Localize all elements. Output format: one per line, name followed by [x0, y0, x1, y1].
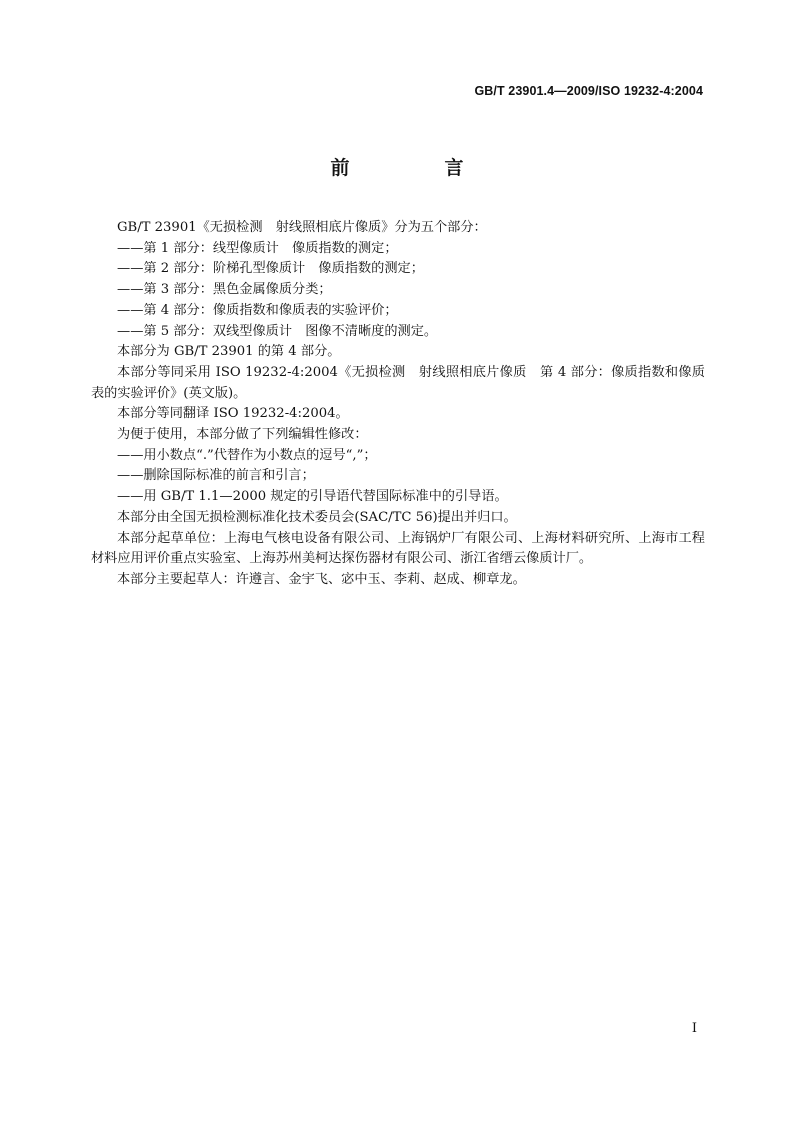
- list-item-edit-2: ——删除国际标准的前言和引言；: [117, 468, 315, 484]
- list-item-edit-1: ——用小数点“.”代替作为小数点的逗号“,”；: [117, 447, 377, 463]
- list-item-part-5: ——第 5 部分：双线型像质计 图像不清晰度的测定。: [117, 323, 438, 339]
- standard-code-header: GB/T 23901.4—2009/ISO 19232-4:2004: [474, 84, 703, 98]
- foreword-body: [91, 218, 705, 591]
- paragraph-part-statement: 本部分为 GB/T 23901 的第 4 部分。: [117, 344, 341, 360]
- paragraph-drafters: 本部分主要起草人：许遵言、金宇飞、宓中玉、李莉、赵成、柳章龙。: [117, 571, 526, 587]
- list-item-part-1: ——第 1 部分：线型像质计 像质指数的测定；: [117, 240, 398, 256]
- list-item-part-2: ——第 2 部分：阶梯孔型像质计 像质指数的测定；: [117, 261, 424, 277]
- page-number: I: [691, 1021, 697, 1036]
- paragraph-translation: 本部分等同翻译 ISO 19232-4:2004。: [117, 406, 349, 422]
- paragraph-adoption: 本部分等同采用 ISO 19232-4:2004《无损检测 射线照相底片像质 第 4 部分：像质指数和像质表的实验评价》(英文版)。: [91, 364, 705, 401]
- list-item-part-4: ——第 4 部分：像质指数和像质表的实验评价；: [117, 302, 398, 318]
- list-item-part-3: ——第 3 部分：黑色金属像质分类；: [117, 282, 332, 298]
- paragraph-proposer: 本部分由全国无损检测标准化技术委员会(SAC/TC 56)提出并归口。: [117, 509, 517, 525]
- page-title: 前 言: [330, 157, 502, 179]
- paragraph-intro: GB/T 23901《无损检测 射线照相底片像质》分为五个部分：: [117, 220, 487, 235]
- paragraph-editorial-intro: 为便于使用，本部分做了下列编辑性修改：: [117, 427, 368, 443]
- list-item-edit-3: ——用 GB/T 1.1—2000 规定的引导语代替国际标准中的引导语。: [117, 489, 508, 505]
- paragraph-drafting-units: 本部分起草单位：上海电气核电设备有限公司、上海锅炉厂有限公司、上海材料研究所、上海市工程材料应用评价重点实验室、上海苏州美柯达探伤器材有限公司、浙江省缙云像质计厂。: [91, 530, 705, 567]
